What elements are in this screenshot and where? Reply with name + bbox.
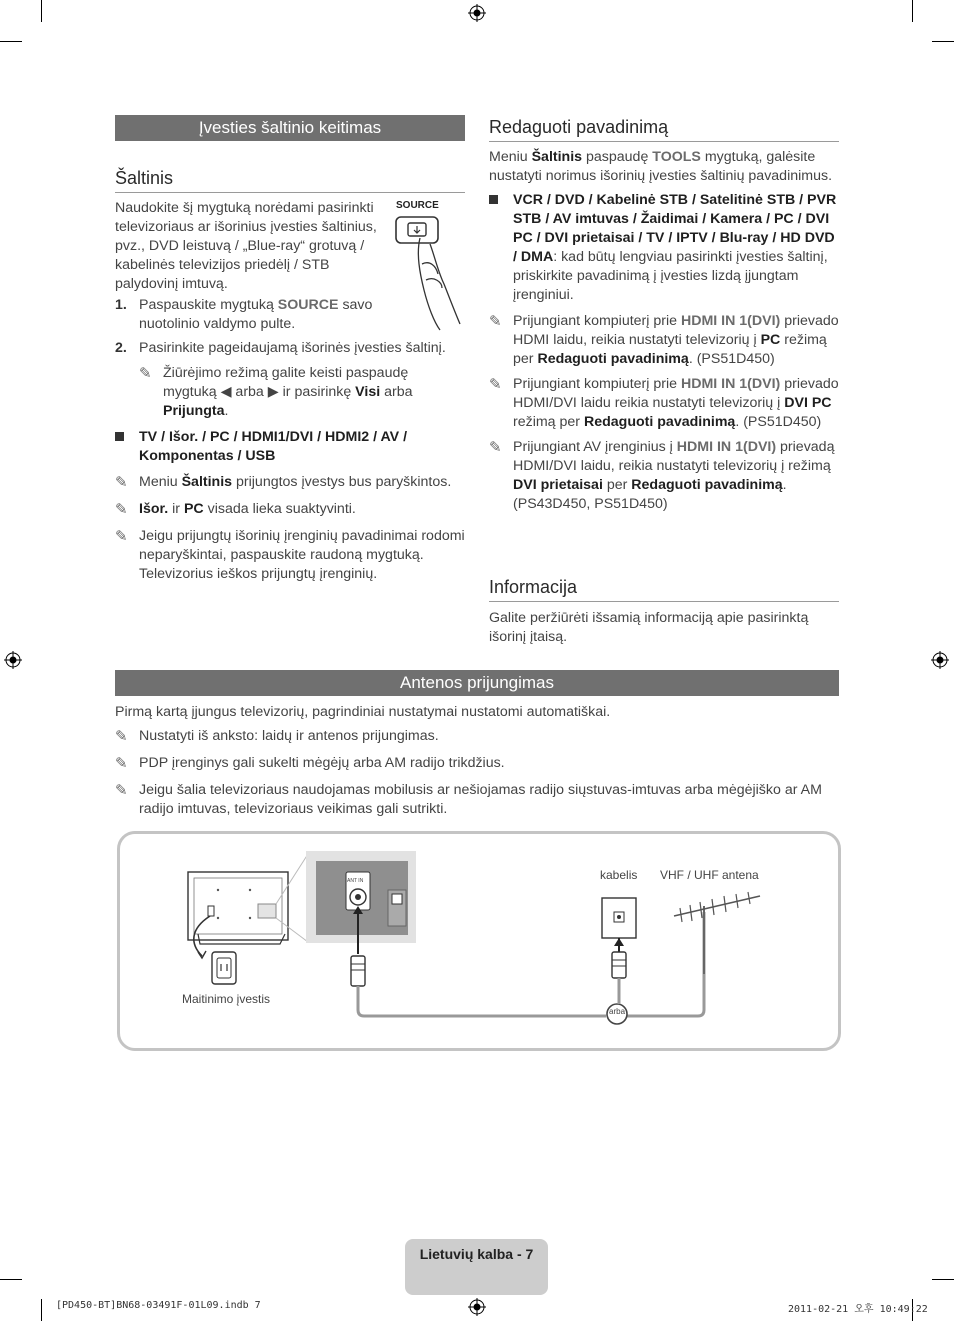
print-timestamp: 2011-02-21 오후 10:49:22 <box>788 1304 928 1315</box>
trim-mark <box>932 41 954 42</box>
source-intro: Naudokite šį mygtuką norėdami pasirinkti televizoriaus ar išorinius įvesties šaltinius, pvz., DVD leistuvą / „Blue-ray“ grotuvą / kabelinės televizijos priedėlį / STB palydovinį imtuvą. <box>115 200 377 292</box>
page-label: Lietuvių kalba - 7 <box>419 1246 534 1262</box>
left-arrow-icon: ◀ <box>220 384 232 400</box>
trim-mark <box>0 41 22 42</box>
right-arrow-icon: ▶ <box>267 384 279 400</box>
registration-mark-icon <box>468 4 486 22</box>
registration-mark-icon <box>468 1298 486 1316</box>
note-pencil-icon: ✎ <box>489 376 502 393</box>
or-label: arba <box>609 1007 626 1016</box>
bullet-square-icon <box>489 195 498 204</box>
hand-pressing-button-icon <box>390 214 462 332</box>
note-pencil-icon: ✎ <box>115 474 128 491</box>
remote-source-label: SOURCE <box>396 200 439 211</box>
note-bold-inputs: ✎ Meniu Šaltinis prijungtos įvestys bus paryškintos. <box>115 474 452 491</box>
antenna-label: VHF / UHF antena <box>660 868 759 882</box>
right-notes <box>489 312 841 514</box>
trim-mark <box>41 1299 42 1321</box>
note-hdmi-pc: ✎ Prijungiant kompiuterį prie HDMI IN 1(DVI) prievado HDMI laidu, reikia nustatyti televizorių į PC režimą per Redaguoti pavadinimą. (PS51D450) <box>489 313 839 367</box>
trim-mark <box>912 0 913 22</box>
note-pencil-icon: ✎ <box>139 365 152 382</box>
step-number: 2. <box>115 340 127 356</box>
antenna-connection-diagram <box>117 831 841 1051</box>
note-radio: ✎ Jeigu šalia televizoriaus naudojamas mobilusis ar nešiojamas radijo siųstuvas-imtuvas arba mėgėjiško ar AM radijo imtuvas, televizoriaus veikimas gali sutrikti. <box>115 782 822 817</box>
tools-key-label: TOOLS <box>652 149 701 165</box>
note-pencil-icon: ✎ <box>115 528 128 545</box>
note-hdmi-dvi-pc: ✎ Prijungiant kompiuterį prie HDMI IN 1(DVI) prievado HDMI/DVI laidu reikia nustatyti televizorių į DVI PC režimą per Redaguoti pavadinimą. (PS51D450) <box>489 376 839 430</box>
note-pencil-icon: ✎ <box>489 439 502 456</box>
remote-illustration <box>390 200 462 330</box>
edit-name-intro: Meniu Šaltinis paspaudę TOOLS mygtuką, galėsite nustatyti norimus išorinių įvesties šaltinių pavadinimus. <box>489 149 833 184</box>
section-band-input-source: Įvesties šaltinio keitimas <box>115 115 465 141</box>
note-pencil-icon: ✎ <box>115 755 128 772</box>
note-preset: ✎ Nustatyti iš anksto: laidų ir antenos prijungimas. <box>115 728 439 745</box>
power-input-label: Maitinimo įvestis <box>182 992 271 1006</box>
ant-in-label: ANT IN <box>347 878 364 884</box>
note-view-mode: ✎ Žiūrėjimo režimą galite keisti paspaudę mygtuką ◀ arba ▶ ir pasirinkę Visi arba Prijungta. <box>139 365 413 419</box>
note-hdmi-av: ✎ Prijungiant AV įrenginius į HDMI IN 1(DVI) prievadą HDMI/DVI laidu, reikia nustatyti televizorių į režimą DVI prietaisai per Redaguoti pavadinimą. (PS43D450, PS51D450) <box>489 439 835 512</box>
antenna-notes <box>115 727 835 819</box>
trim-mark <box>41 0 42 22</box>
device-names-bullet: VCR / DVD / Kabelinė STB / Satelitinė STB / PVR STB / AV imtuvas / Žaidimai / Kamera / PC / DVI PC / DVI prietaisai / TV / IPTV / Blu-ray / HD DVD / DMA: kad būtų lengviau pasirinkti įvesties šaltinį, priskirkite pavadinimą į įvesties lizdą įjungtam įrenginiui. <box>489 191 841 305</box>
note-interference: ✎ PDP įrenginys gali sukelti mėgėjų arba AM radijo trikdžius. <box>115 755 505 772</box>
information-text: Galite peržiūrėti išsamią informaciją apie pasirinktą išorinį įtaisą. <box>489 610 809 645</box>
note-pencil-icon: ✎ <box>489 313 502 330</box>
step-2: 2. Pasirinkite pageidaujamą išorinės įvesties šaltinį. <box>115 340 446 356</box>
bullet-square-icon <box>115 432 124 441</box>
trim-mark <box>932 1279 954 1280</box>
antenna-intro: Pirmą kartą įjungus televizorių, pagrindiniai nustatymai nustatomi automatiškai. <box>115 704 611 720</box>
section-band-antenna: Antenos prijungimas <box>115 670 839 696</box>
registration-mark-icon <box>4 651 22 669</box>
note-pencil-icon: ✎ <box>115 728 128 745</box>
step-number: 1. <box>115 297 127 313</box>
section-title-information: Informacija <box>489 577 839 602</box>
step-1: 1. Paspauskite mygtuką SOURCE savo nuotolinio valdymo pulte. <box>115 297 373 332</box>
trim-mark <box>0 1279 22 1280</box>
source-key-label: SOURCE <box>277 297 339 313</box>
source-list-bullet: TV / Išor. / PC / HDMI1/DVI / HDMI2 / AV / Komponentas / USB <box>115 428 455 466</box>
left-notes <box>115 473 470 584</box>
connection-illustration <box>120 834 838 1048</box>
note-red-button: ✎ Jeigu prijungtų išorinių įrenginių pavadinimai rodomi neparyškintai, paspauskite raudoną mygtuką. Televizorius ieškos prijungtų įrenginių. <box>115 528 465 582</box>
section-title-edit-name: Redaguoti pavadinimą <box>489 117 839 142</box>
note-always-active: ✎ Išor. ir PC visada lieka suaktyvinti. <box>115 501 356 518</box>
cable-label: kabelis <box>600 868 638 882</box>
file-info: [PD450-BT]BN68-03491F-01L09.indb 7 <box>56 1300 261 1311</box>
note-pencil-icon: ✎ <box>115 782 128 799</box>
section-title-source: Šaltinis <box>115 168 465 193</box>
registration-mark-icon <box>931 651 949 669</box>
note-pencil-icon: ✎ <box>115 501 128 518</box>
